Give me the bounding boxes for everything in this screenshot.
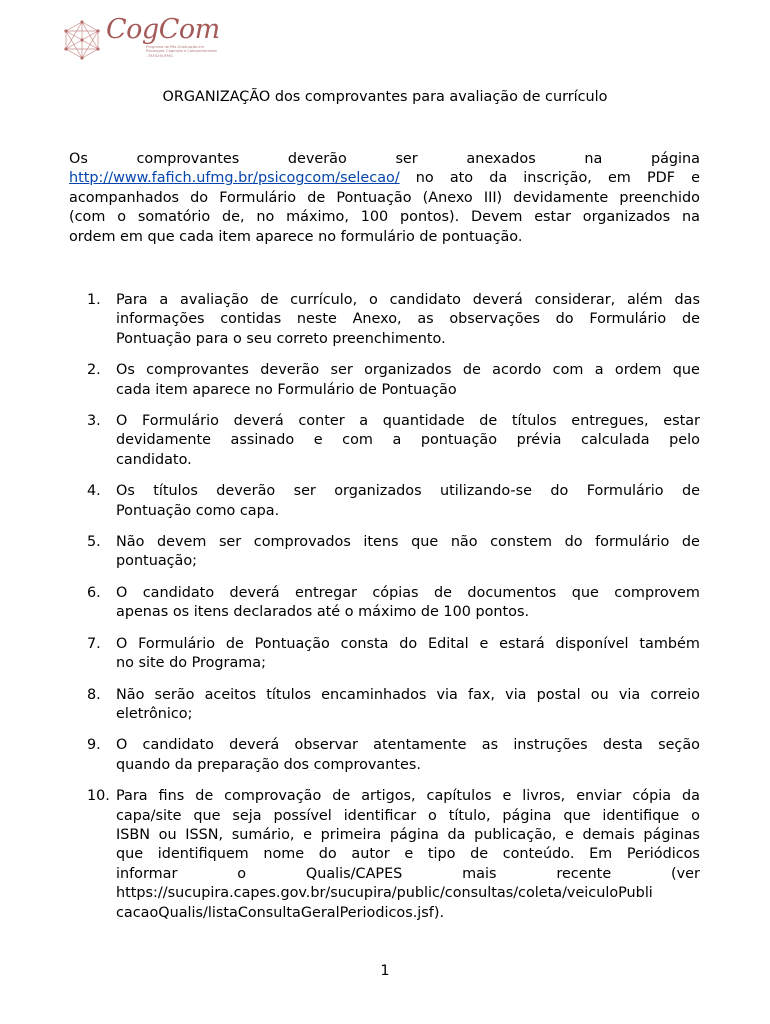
list-item-line bbox=[116, 884, 700, 903]
word: Para bbox=[116, 788, 148, 805]
word: artigos, bbox=[361, 788, 416, 805]
word: as bbox=[417, 311, 434, 328]
word: título, bbox=[448, 807, 491, 824]
word: acordo bbox=[492, 362, 542, 379]
word: identifique bbox=[602, 807, 680, 824]
list-item bbox=[69, 482, 700, 521]
word: títulos bbox=[266, 686, 311, 703]
word: e bbox=[502, 788, 512, 805]
word: organizados bbox=[582, 209, 671, 226]
word: Em bbox=[589, 846, 613, 863]
word: itens bbox=[363, 534, 399, 551]
word: o bbox=[691, 807, 700, 824]
list-item-line: pontuação; bbox=[116, 553, 198, 570]
word: calculada bbox=[581, 432, 650, 449]
word: identificar bbox=[343, 807, 417, 824]
list-item bbox=[69, 584, 700, 623]
logo-wordmark: CogCom bbox=[106, 14, 220, 45]
word: 100 bbox=[360, 209, 389, 226]
word: de bbox=[260, 292, 279, 308]
word: deverá bbox=[233, 413, 284, 430]
network-hexagon-icon bbox=[62, 20, 102, 60]
word: primeira bbox=[320, 826, 382, 843]
list-item-number: 4. bbox=[87, 483, 101, 500]
list-item bbox=[69, 686, 700, 725]
word: disponível bbox=[555, 635, 629, 652]
word: Edital bbox=[428, 635, 469, 652]
word: acompanhados bbox=[69, 189, 180, 206]
word: Os bbox=[116, 483, 135, 500]
word: inscrição, bbox=[523, 170, 592, 187]
list-item-number: 2. bbox=[87, 362, 101, 379]
word: aceitos bbox=[204, 686, 257, 703]
word: ser bbox=[293, 483, 316, 500]
word: postal bbox=[536, 686, 581, 703]
word: via bbox=[618, 686, 641, 703]
word: que bbox=[193, 807, 221, 824]
word: do bbox=[555, 311, 574, 328]
word: sumário, bbox=[231, 826, 295, 843]
word: do bbox=[318, 846, 337, 863]
intro-paragraph bbox=[69, 150, 700, 247]
word: máximo, bbox=[286, 209, 349, 226]
word: assinado bbox=[230, 432, 295, 449]
list-item-line bbox=[116, 482, 700, 501]
word: que bbox=[672, 362, 700, 379]
word: ou bbox=[158, 826, 177, 843]
word: de bbox=[470, 846, 489, 863]
word: livros, bbox=[522, 788, 566, 805]
word: Qualis/CAPES bbox=[305, 865, 403, 882]
word: devem bbox=[156, 534, 207, 551]
word: comprovação bbox=[224, 788, 322, 805]
word: que bbox=[571, 584, 599, 601]
word: candidato bbox=[142, 584, 215, 601]
word: organizados bbox=[364, 362, 452, 379]
word: Não bbox=[116, 534, 145, 551]
word: e bbox=[564, 826, 574, 843]
word: utilizando-se bbox=[439, 483, 532, 500]
word: constem bbox=[490, 534, 552, 551]
list-item-number: 10. bbox=[87, 788, 110, 805]
list-item-line bbox=[116, 787, 700, 806]
word: no bbox=[256, 209, 275, 226]
list-item-number: 7. bbox=[87, 635, 101, 652]
list-item-number: 6. bbox=[87, 584, 101, 601]
word: Anexo, bbox=[352, 311, 402, 328]
word: via bbox=[436, 686, 458, 703]
word: Pontuação bbox=[336, 189, 412, 206]
word: recente bbox=[556, 865, 612, 882]
word: a bbox=[159, 292, 169, 308]
word: na bbox=[584, 151, 603, 167]
word: candidato bbox=[389, 292, 461, 308]
list-item-line bbox=[116, 826, 700, 845]
word: Formulário bbox=[142, 413, 219, 430]
list-item bbox=[69, 533, 700, 572]
word: as bbox=[481, 737, 499, 754]
intro-line bbox=[69, 169, 700, 188]
word: das bbox=[674, 292, 700, 308]
list-item-line: quando da preparação dos comprovantes. bbox=[116, 756, 421, 773]
word: não bbox=[450, 534, 478, 551]
list-item-line bbox=[116, 412, 700, 431]
word: somatório bbox=[137, 209, 211, 226]
word: (ver bbox=[671, 865, 700, 882]
word: entregar bbox=[295, 584, 357, 601]
word: O bbox=[116, 737, 128, 754]
word: a bbox=[359, 413, 369, 430]
word: nome bbox=[263, 846, 305, 863]
word: currículo, bbox=[290, 292, 358, 308]
word: a bbox=[594, 362, 604, 379]
instructions-list bbox=[69, 291, 700, 935]
word: desta bbox=[602, 737, 643, 754]
page-number: 1 bbox=[380, 963, 390, 979]
word: que bbox=[411, 534, 439, 551]
word: deverão bbox=[216, 483, 276, 500]
list-item-line bbox=[116, 807, 700, 826]
word: fins bbox=[158, 788, 185, 805]
word: seção bbox=[658, 737, 700, 754]
word: pontuação bbox=[420, 432, 498, 449]
word: instruções bbox=[513, 737, 588, 754]
word: página bbox=[502, 807, 552, 824]
word: página bbox=[389, 826, 439, 843]
word: o bbox=[237, 865, 247, 882]
word: e bbox=[313, 432, 323, 449]
list-item-line: Pontuação para o seu correto preenchimento. bbox=[116, 330, 446, 347]
word: autor bbox=[351, 846, 390, 863]
word: demais bbox=[582, 826, 635, 843]
word: Formulário bbox=[138, 635, 216, 652]
word: ISSN, bbox=[185, 826, 224, 843]
word: prévia bbox=[516, 432, 562, 449]
word: tipo bbox=[427, 846, 456, 863]
word: O bbox=[116, 635, 128, 652]
word: entregues, bbox=[571, 413, 649, 430]
word: de, bbox=[221, 209, 245, 226]
word: devidamente bbox=[513, 189, 609, 206]
word: ato bbox=[449, 170, 474, 187]
word: quantidade bbox=[382, 413, 465, 430]
list-item-number: 9. bbox=[87, 737, 101, 754]
list-item bbox=[69, 635, 700, 674]
word: do bbox=[399, 635, 418, 652]
word: além bbox=[626, 292, 663, 308]
word: em bbox=[607, 170, 631, 187]
word: Para bbox=[116, 292, 148, 308]
word: organizados bbox=[334, 483, 422, 500]
word: comprovantes bbox=[146, 362, 249, 379]
list-item-line bbox=[116, 635, 700, 654]
word: ISBN bbox=[116, 826, 151, 843]
list-item-line bbox=[116, 845, 700, 864]
list-item-line: cacaoQualis/listaConsultaGeralPeriodicos.jsf). bbox=[116, 904, 445, 921]
list-item-number: 5. bbox=[87, 534, 101, 551]
word: de bbox=[195, 788, 214, 805]
word: avaliação bbox=[180, 292, 249, 308]
word: candidato bbox=[142, 737, 214, 754]
word: ser bbox=[330, 362, 353, 379]
word: de bbox=[225, 635, 244, 652]
word: anexados bbox=[466, 151, 536, 167]
word: Pontuação bbox=[254, 635, 330, 652]
word: de bbox=[307, 189, 326, 206]
word: estar bbox=[534, 209, 571, 226]
selection-page-link[interactable]: http://www.fafich.ufmg.br/psicogcom/selecao/ bbox=[69, 170, 400, 187]
word: O bbox=[116, 413, 128, 430]
word: e bbox=[303, 826, 312, 843]
word: conteúdo. bbox=[502, 846, 575, 863]
word: fax, bbox=[468, 686, 496, 703]
word: O bbox=[116, 584, 128, 601]
list-item-line bbox=[116, 584, 700, 603]
word: deverá bbox=[229, 584, 280, 601]
word: informar bbox=[116, 865, 178, 882]
word: Formulário bbox=[589, 311, 667, 328]
word: da bbox=[489, 170, 508, 187]
list-item-line: candidato. bbox=[116, 451, 192, 468]
logo-subtitle: Programa de Pós-Graduação em Psicologia: Cognição e Comportamento - FAFICH/UFMG bbox=[146, 45, 217, 58]
word: que bbox=[116, 846, 144, 863]
word: de bbox=[479, 413, 498, 430]
word: do bbox=[564, 534, 583, 551]
list-item-line bbox=[116, 533, 700, 552]
word: páginas bbox=[643, 826, 700, 843]
word: PDF bbox=[646, 170, 675, 187]
word: com bbox=[342, 432, 373, 449]
intro-line bbox=[69, 150, 700, 169]
word: Devem bbox=[471, 209, 523, 226]
list-item-line bbox=[116, 361, 700, 380]
word: e bbox=[479, 635, 489, 652]
word: capa/site bbox=[116, 807, 182, 824]
word: Formulário bbox=[219, 189, 297, 206]
word: ser bbox=[218, 534, 242, 551]
list-item-line bbox=[116, 736, 700, 755]
list-item-number: 1. bbox=[87, 292, 101, 308]
list-item-line bbox=[116, 291, 700, 310]
page-title: ORGANIZAÇÃO dos comprovantes para avaliação de currículo bbox=[162, 89, 608, 105]
list-item-line: Pontuação como capa. bbox=[116, 502, 280, 519]
list-item-line bbox=[116, 686, 700, 705]
word: de bbox=[681, 311, 700, 328]
word: contidas bbox=[220, 311, 282, 328]
word: Não bbox=[116, 686, 145, 703]
list-item-line: cada item aparece no Formulário de Pontuação bbox=[116, 381, 457, 398]
word: (com bbox=[69, 209, 106, 226]
word: correio bbox=[650, 686, 700, 703]
word: deverão bbox=[260, 362, 320, 379]
list-item-line: apenas os itens declarados até o máximo de 100 pontos. bbox=[116, 604, 530, 621]
word: deverá bbox=[472, 292, 523, 308]
cogcom-logo bbox=[62, 14, 222, 60]
word: capítulos bbox=[426, 788, 492, 805]
word: de bbox=[433, 584, 452, 601]
word: via bbox=[505, 686, 527, 703]
intro-line bbox=[69, 208, 700, 227]
word: devidamente bbox=[116, 432, 211, 449]
list-item bbox=[69, 361, 700, 400]
word: III) bbox=[483, 189, 503, 206]
list-item bbox=[69, 291, 700, 349]
word: deverá bbox=[229, 737, 280, 754]
word: de bbox=[462, 362, 481, 379]
list-item-line bbox=[116, 865, 700, 884]
word: estará bbox=[499, 635, 545, 652]
word: encaminhados bbox=[321, 686, 427, 703]
word: o bbox=[117, 209, 126, 226]
word: ser bbox=[395, 151, 418, 167]
word: no bbox=[415, 170, 434, 187]
word: e bbox=[691, 170, 700, 187]
word: considerar, bbox=[534, 292, 616, 308]
word: com bbox=[552, 362, 584, 379]
word: comprovantes bbox=[136, 151, 240, 167]
word: cópia bbox=[632, 788, 672, 805]
list-item-line: no site do Programa; bbox=[116, 655, 266, 672]
word: serão bbox=[154, 686, 195, 703]
intro-line bbox=[69, 189, 700, 208]
word: Periódicos bbox=[626, 846, 700, 863]
word: mais bbox=[462, 865, 497, 882]
word: neste bbox=[296, 311, 337, 328]
word: ou bbox=[590, 686, 609, 703]
word: página bbox=[650, 151, 700, 167]
word: enviar bbox=[576, 788, 622, 805]
word: cópias bbox=[372, 584, 419, 601]
word: a bbox=[392, 432, 402, 449]
word: atentamente bbox=[373, 737, 467, 754]
word: de bbox=[332, 788, 351, 805]
list-item-line bbox=[116, 310, 700, 329]
list-item-line: eletrônico; bbox=[116, 705, 193, 722]
word: observações bbox=[449, 311, 540, 328]
word: do bbox=[550, 483, 569, 500]
word: formulário bbox=[595, 534, 670, 551]
word: do bbox=[190, 189, 209, 206]
word: o bbox=[368, 292, 378, 308]
word: publicação, bbox=[474, 826, 557, 843]
word: consta bbox=[340, 635, 389, 652]
word: ordem bbox=[614, 362, 662, 379]
intro-line: ordem em que cada item aparece no formulário de pontuação. bbox=[69, 228, 523, 245]
word: https://sucupira.capes.gov.br/sucupira/public/consultas/coleta/veiculoPubli bbox=[116, 885, 653, 902]
list-item-number: 8. bbox=[87, 686, 101, 703]
word: e bbox=[404, 846, 414, 863]
word: pelo bbox=[669, 432, 700, 449]
list-item bbox=[69, 787, 700, 923]
list-item bbox=[69, 736, 700, 775]
word: conter bbox=[298, 413, 345, 430]
word: estar bbox=[663, 413, 700, 430]
word: Os bbox=[69, 151, 88, 167]
word: da bbox=[447, 826, 466, 843]
word: na bbox=[681, 209, 700, 226]
word: deverão bbox=[287, 151, 347, 167]
word: comprovados bbox=[253, 534, 351, 551]
word: identifiquem bbox=[157, 846, 249, 863]
word: da bbox=[682, 788, 700, 805]
word: Os bbox=[116, 362, 135, 379]
word: pontos). bbox=[400, 209, 460, 226]
word: de bbox=[681, 534, 700, 551]
list-item-line bbox=[116, 431, 700, 450]
word: que bbox=[563, 807, 591, 824]
word: observar bbox=[294, 737, 358, 754]
word: seja bbox=[232, 807, 262, 824]
word: também bbox=[639, 635, 700, 652]
word: preenchido bbox=[619, 189, 700, 206]
word: documentos bbox=[467, 584, 557, 601]
word: de bbox=[681, 483, 700, 500]
word: informações bbox=[116, 311, 205, 328]
word: títulos bbox=[511, 413, 557, 430]
word: possível bbox=[273, 807, 332, 824]
word: (Anexo bbox=[422, 189, 473, 206]
word: Formulário bbox=[586, 483, 664, 500]
word: o bbox=[428, 807, 437, 824]
list-item-number: 3. bbox=[87, 413, 101, 430]
word: comprovem bbox=[614, 584, 700, 601]
word: títulos bbox=[153, 483, 198, 500]
list-item bbox=[69, 412, 700, 470]
